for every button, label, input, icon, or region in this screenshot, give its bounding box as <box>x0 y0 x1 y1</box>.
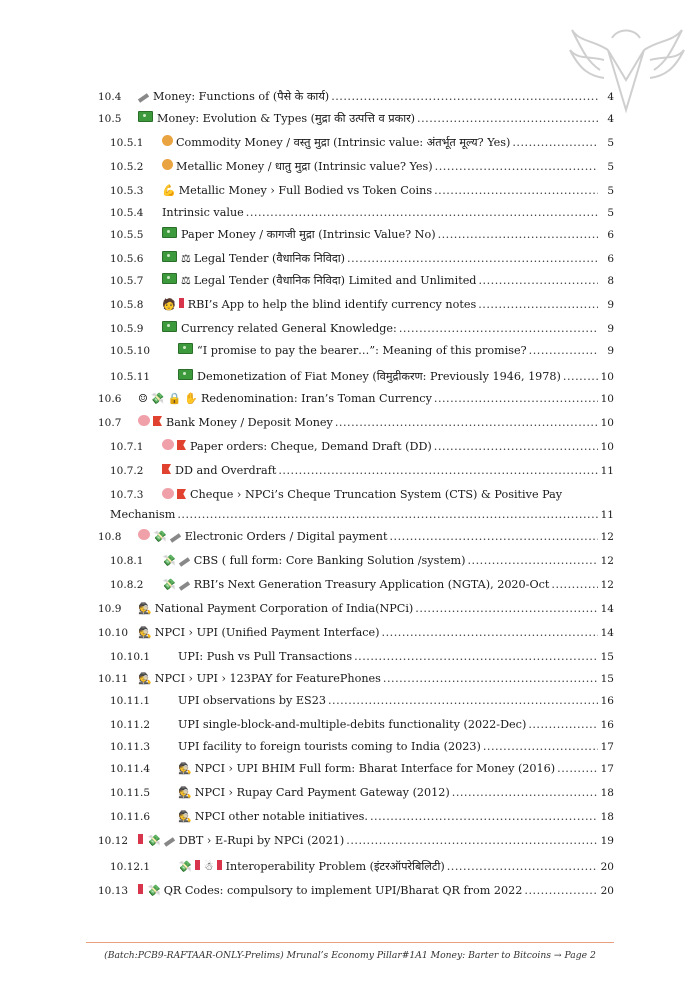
section-number: 10.13 <box>98 885 129 897</box>
dot-leader <box>438 224 598 246</box>
hand-icon: ✋ <box>184 392 198 405</box>
toc-entry[interactable] <box>0 156 700 178</box>
pencil-icon <box>138 93 149 103</box>
toc-entry[interactable] <box>0 646 700 668</box>
dot-leader <box>478 294 598 316</box>
toc-entry[interactable] <box>0 526 700 548</box>
dot-leader <box>370 806 598 828</box>
section-title: Electronic Orders / Digital payment <box>184 530 388 543</box>
phone-icon <box>217 860 222 870</box>
page-number: 16 <box>600 695 614 707</box>
dot-leader <box>347 248 598 270</box>
section-number: 10.5.9 <box>110 323 144 335</box>
dot-leader <box>389 526 598 548</box>
section-title: NPCI › Rupay Card Payment Gateway (2012) <box>194 786 450 799</box>
section-number: 10.5.11 <box>110 371 151 383</box>
page-number: 20 <box>600 885 614 897</box>
toc-entry[interactable] <box>0 108 700 130</box>
section-number: 10.11.5 <box>110 787 151 799</box>
toc-entry[interactable] <box>0 366 700 388</box>
section-title: Cheque › NPCi’s Cheque Truncation System (CTS) & Positive Pay <box>190 488 563 501</box>
spy-icon: 🕵 <box>178 810 192 823</box>
section-title: Bank Money / Deposit Money <box>166 416 333 429</box>
section-number: 10.9 <box>98 603 122 615</box>
banknote-icon <box>162 227 177 238</box>
section-number: 10.11.6 <box>110 811 151 823</box>
toc-entry[interactable] <box>0 598 700 620</box>
syringe-icon <box>179 557 190 567</box>
dot-leader <box>331 86 598 108</box>
page-number: 12 <box>600 555 614 567</box>
dot-leader <box>467 550 598 572</box>
section-number: 10.7.1 <box>110 441 144 453</box>
page-number: 11 <box>600 509 614 521</box>
dot-leader <box>434 388 598 410</box>
toc-entry[interactable] <box>0 484 700 524</box>
toc-entry[interactable] <box>0 574 700 596</box>
section-number: 10.5.4 <box>110 207 144 219</box>
page-number: 9 <box>607 323 614 335</box>
section-title: Paper orders: Cheque, Demand Draft (DD) <box>190 440 432 453</box>
toc-entry[interactable] <box>0 758 700 780</box>
section-title: Money: Evolution & Types (मुद्रा की उत्पत्ति व प्रकार) <box>157 112 416 125</box>
cheque-icon <box>153 416 162 426</box>
section-title: UPI facility to foreign tourists coming to India (2023) <box>178 740 481 753</box>
flexed-arm-icon: 💪 <box>162 184 176 197</box>
peanut-icon <box>162 135 173 146</box>
toc-entry[interactable] <box>0 388 700 410</box>
section-title: Commodity Money / वस्तु मुद्रा (Intrinsic value: अंतर्भूत मूल्य? Yes) <box>176 136 511 149</box>
section-title: CBS ( full form: Core Banking Solution /system) <box>193 554 466 567</box>
section-title: Demonetization of Fiat Money (विमुद्रीकरण: Previously 1946, 1978) <box>197 370 561 383</box>
page-number: 17 <box>600 763 614 775</box>
dot-leader <box>551 574 598 596</box>
banknote-icon <box>162 321 177 332</box>
section-number: 10.5.8 <box>110 299 144 311</box>
dot-leader <box>382 622 598 644</box>
cheque-icon <box>177 489 186 499</box>
section-number: 10.5.3 <box>110 185 144 197</box>
toc-entry[interactable] <box>0 318 700 340</box>
money-wings-icon: 💸 <box>162 578 176 591</box>
section-number: 10.10.1 <box>110 651 151 663</box>
section-number: 10.8 <box>98 531 122 543</box>
toc-entry[interactable] <box>0 550 700 572</box>
toc-entry[interactable] <box>0 830 700 852</box>
page-number: 10 <box>600 417 614 429</box>
toc-entry[interactable] <box>0 224 700 246</box>
toc-entry[interactable] <box>0 460 700 482</box>
section-title: NPCI › UPI BHIM Full form: Bharat Interface for Money (2016) <box>194 762 556 775</box>
money-wings-icon: 💸 <box>162 554 176 567</box>
section-number: 10.12 <box>98 835 129 847</box>
section-title: UPI observations by ES23 <box>178 694 326 707</box>
dot-leader <box>483 736 598 758</box>
page-number: 15 <box>600 673 614 685</box>
toc-entry[interactable] <box>0 880 700 902</box>
page-number: 19 <box>600 835 614 847</box>
section-number: 10.5.6 <box>110 253 144 265</box>
toc-entry[interactable] <box>0 202 700 224</box>
section-title: NPCI other notable initiatives. <box>194 810 368 823</box>
toc-entry[interactable] <box>0 248 700 270</box>
section-number: 10.10 <box>98 627 129 639</box>
cheque-icon <box>162 464 171 474</box>
dot-leader <box>399 318 598 340</box>
section-title: Metallic Money / धातु मुद्रा (Intrinsic value? Yes) <box>176 160 433 173</box>
phone-icon <box>195 860 200 870</box>
page-number: 4 <box>607 113 614 125</box>
dot-leader <box>434 436 598 458</box>
page-number: 18 <box>600 811 614 823</box>
section-title: NPCI › UPI (Unified Payment Interface) <box>154 626 380 639</box>
toc-entry[interactable] <box>0 690 700 712</box>
section-number: 10.5 <box>98 113 122 125</box>
dot-leader <box>278 460 598 482</box>
page-number: 18 <box>600 787 614 799</box>
section-title: DD and Overdraft <box>175 464 277 477</box>
page-number: 8 <box>607 275 614 287</box>
page-footer: (Batch:PCB9-RAFTAAR-ONLY-Prelims) Mrunal’s Economy Pillar#1A1 Money: Barter to Bitcoins → Page 2 <box>104 950 596 961</box>
toc-entry[interactable] <box>0 270 700 292</box>
section-title-continued: Mechanism <box>110 508 176 521</box>
page-number: 14 <box>600 603 614 615</box>
page-number: 11 <box>600 465 614 477</box>
section-title: Metallic Money › Full Bodied vs Token Coins <box>178 184 433 197</box>
spy-icon: 🕵 <box>178 786 192 799</box>
spy-icon: 🕵 <box>178 762 192 775</box>
section-title: Paper Money / कागजी मुद्रा (Intrinsic Value? No) <box>181 228 436 241</box>
dot-leader <box>246 202 598 224</box>
section-number: 10.4 <box>98 91 122 103</box>
banknote-icon <box>178 343 193 354</box>
section-title: Intrinsic value <box>162 206 244 219</box>
section-number: 10.7.2 <box>110 465 144 477</box>
toc-entry[interactable] <box>0 412 700 434</box>
money-wings-icon: 💸 <box>150 392 165 405</box>
dot-leader <box>447 856 598 878</box>
banknote-icon <box>162 273 177 284</box>
section-number: 10.11 <box>98 673 129 685</box>
section-title: UPI single-block-and-multiple-debits functionality (2022-Dec) <box>178 718 527 731</box>
page-number: 5 <box>607 207 614 219</box>
phone-icon <box>179 298 184 308</box>
page-number: 16 <box>600 719 614 731</box>
section-number: 10.8.1 <box>110 555 144 567</box>
dot-leader <box>512 132 598 154</box>
section-title: “I promise to pay the bearer…”: Meaning of this promise? <box>197 344 527 357</box>
footer-rule <box>86 942 614 943</box>
syringe-icon <box>164 837 175 847</box>
dot-leader <box>328 690 598 712</box>
medal-icon <box>162 159 173 170</box>
section-number: 10.11.1 <box>110 695 151 707</box>
phone-icon <box>138 834 143 844</box>
toc-entry[interactable] <box>0 782 700 804</box>
spy-icon: 🕵 <box>138 602 152 615</box>
dot-leader <box>335 412 598 434</box>
toc-entry[interactable] <box>0 736 700 758</box>
face-icon: ☺ <box>138 392 148 405</box>
section-number: 10.5.5 <box>110 229 144 241</box>
page-number: 15 <box>600 651 614 663</box>
dot-leader <box>177 504 598 526</box>
dot-leader <box>383 668 598 690</box>
page-number: 9 <box>607 345 614 357</box>
dot-leader <box>435 156 598 178</box>
toc-entry[interactable] <box>0 180 700 202</box>
page-number: 14 <box>600 627 614 639</box>
toc-entry[interactable] <box>0 806 700 828</box>
section-title: Money: Functions of (पैसे के कार्य) <box>153 90 330 103</box>
section-number: 10.11.4 <box>110 763 151 775</box>
toc-entry[interactable] <box>0 294 700 316</box>
section-number: 10.12.1 <box>110 861 151 873</box>
section-title: Redenomination: Iran’s Toman Currency <box>200 392 432 405</box>
section-number: 10.5.10 <box>110 345 151 357</box>
pig-icon <box>162 488 174 499</box>
dot-leader <box>415 598 598 620</box>
page-number: 12 <box>600 579 614 591</box>
blind-person-icon: 🧑 <box>162 298 176 311</box>
dot-leader <box>452 782 598 804</box>
toc-entry[interactable] <box>0 86 700 108</box>
section-title: Legal Tender (वैधानिक निविदा) <box>193 252 346 265</box>
toc-entry[interactable] <box>0 668 700 690</box>
scales-icon: ⚖ <box>181 252 191 265</box>
page-number: 10 <box>600 393 614 405</box>
section-title: DBT › E-Rupi by NPCi (2021) <box>178 834 345 847</box>
page-number: 5 <box>607 137 614 149</box>
dot-leader <box>557 758 598 780</box>
section-title: RBI’s App to help the blind identify currency notes <box>187 298 477 311</box>
syringe-icon <box>179 581 190 591</box>
page-number: 17 <box>600 741 614 753</box>
section-number: 10.5.1 <box>110 137 144 149</box>
scales-icon: ⚖ <box>181 274 191 287</box>
pig-icon <box>138 415 150 426</box>
section-title: RBI’s Next Generation Treasury Application (NGTA), 2020-Oct <box>193 578 550 591</box>
page-number: 6 <box>607 229 614 241</box>
toc-entry[interactable] <box>0 340 700 362</box>
phone-icon <box>138 884 143 894</box>
page-number: 10 <box>600 441 614 453</box>
section-title: National Payment Corporation of India(NPCi) <box>154 602 414 615</box>
section-number: 10.11.2 <box>110 719 151 731</box>
syringe-icon <box>170 533 181 543</box>
section-title: NPCI › UPI › 123PAY for FeaturePhones <box>154 672 381 685</box>
lock-icon: 🔒 <box>167 392 182 405</box>
money-wings-icon: 💸 <box>147 834 161 847</box>
cheque-icon <box>177 440 186 450</box>
toc-entry[interactable] <box>0 714 700 736</box>
dot-leader <box>478 270 598 292</box>
page-number: 10 <box>600 371 614 383</box>
page-number: 9 <box>607 299 614 311</box>
dot-leader <box>529 340 598 362</box>
money-wings-icon: 💸 <box>178 860 192 873</box>
toc-entry[interactable] <box>0 132 700 154</box>
section-number: 10.8.2 <box>110 579 144 591</box>
page-number: 4 <box>607 91 614 103</box>
page-number: 5 <box>607 161 614 173</box>
section-number: 10.5.2 <box>110 161 144 173</box>
dot-leader <box>563 366 598 388</box>
dot-leader <box>434 180 598 202</box>
person-icon: ☃ <box>203 860 214 873</box>
page-number: 5 <box>607 185 614 197</box>
dot-leader <box>354 646 598 668</box>
dot-leader <box>346 830 598 852</box>
section-number: 10.5.7 <box>110 275 144 287</box>
dot-leader <box>417 108 598 130</box>
money-wings-icon: 💸 <box>147 884 161 897</box>
banknote-icon <box>138 111 153 122</box>
page-number: 12 <box>600 531 614 543</box>
pig-icon <box>162 439 174 450</box>
section-number: 10.7.3 <box>110 489 144 501</box>
spy-icon: 🕵 <box>138 626 152 639</box>
section-number: 10.6 <box>98 393 122 405</box>
dot-leader <box>524 880 598 902</box>
dot-leader <box>528 714 598 736</box>
section-number: 10.7 <box>98 417 122 429</box>
toc-entry[interactable] <box>0 436 700 458</box>
section-number: 10.11.3 <box>110 741 151 753</box>
page-number: 6 <box>607 253 614 265</box>
pig-icon <box>138 529 150 540</box>
section-title: Interoperability Problem (इंटरऑपरेबिलिटी) <box>225 860 445 873</box>
money-wings-icon: 💸 <box>153 530 167 543</box>
banknote-icon <box>178 369 193 380</box>
page-number: 20 <box>600 861 614 873</box>
toc-entry[interactable] <box>0 856 700 878</box>
spy-icon: 🕵 <box>138 672 152 685</box>
toc-entry[interactable] <box>0 622 700 644</box>
section-title: Legal Tender (वैधानिक निविदा) Limited and Unlimited <box>193 274 477 287</box>
section-title: Currency related General Knowledge: <box>181 322 397 335</box>
section-title: QR Codes: compulsory to implement UPI/Bharat QR from 2022 <box>163 884 523 897</box>
banknote-icon <box>162 251 177 262</box>
section-title: UPI: Push vs Pull Transactions <box>178 650 353 663</box>
